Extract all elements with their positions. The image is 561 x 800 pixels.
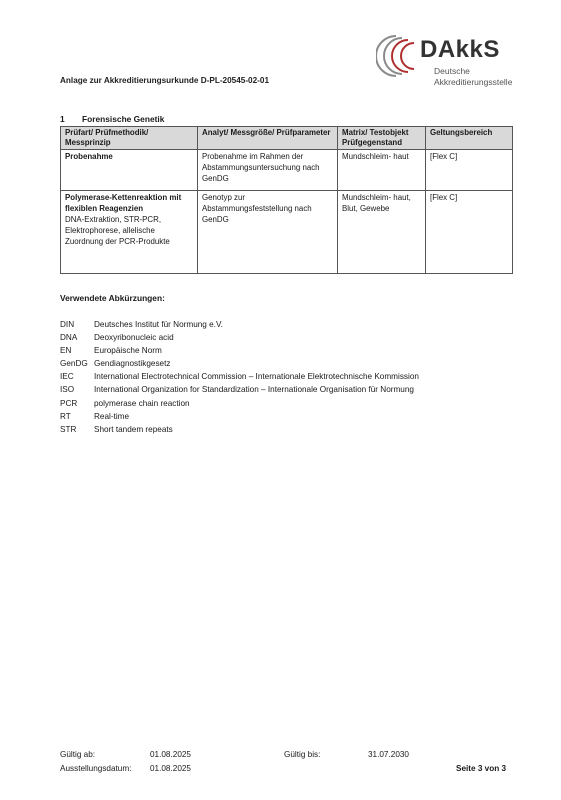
list-item: ISO International Organization for Standardization – Internationale Organisation für Normung [60,385,414,395]
cell-matrix: Mundschleim- haut, Blut, Gewebe [338,191,426,274]
list-item: GenDG Gendiagnostikgesetz [60,359,171,369]
column-header-method: Prüfart/ Prüfmethodik/ Messprinzip [61,127,198,150]
dakks-logo [376,30,546,90]
list-item: EN Europäische Norm [60,346,162,356]
column-header-matrix: Matrix/ Testobjekt Prüfgegenstand [338,127,426,150]
list-item: STR Short tandem repeats [60,424,173,434]
cell-scope: [Flex C] [426,191,513,274]
section-name: Forensische Genetik [82,114,165,124]
logo-subtitle: Deutsche Akkreditierungsstelle [434,66,513,87]
column-header-analyte: Analyt/ Messgröße/ Prüfparameter [198,127,338,150]
table-row [61,191,513,274]
abbreviations-list [60,318,419,436]
list-item: PCR polymerase chain reaction [60,398,190,408]
list-item: RT Real-time [60,411,130,421]
logo-name: DAkkS [420,36,500,63]
list-item: DIN Deutsches Institut für Normung e.V. [60,320,223,329]
document-header: Anlage zur Akkreditierungsurkunde D-PL-20545-02-01 [60,76,269,85]
cell-analyte: Probenahme im Rahmen der Abstammungsuntersuchung nach GenDG [198,150,338,191]
valid-until-date: 31.07.2030 [368,750,409,759]
valid-from-date: 01.08.2025 [150,750,191,759]
table-row [61,150,513,191]
section-number: 1 [60,114,65,124]
list-item: DNA Deoxyribonucleic acid [60,333,174,343]
page-number: Seite 3 von 3 [456,764,507,773]
issue-date: 01.08.2025 [150,764,191,773]
table-header-row [61,127,513,150]
issue-date-label: Ausstellungsdatum: [60,764,132,773]
column-header-scope: Geltungsbereich [426,127,513,150]
cell-scope: [Flex C] [426,150,513,191]
cell-method: Probenahme [61,150,198,191]
valid-until-label: Gültig bis: [284,750,321,759]
dakks-arc-icon [376,30,420,82]
accreditation-table [60,126,513,274]
cell-matrix: Mundschleim- haut [338,150,426,191]
abbreviations-title: Verwendete Abkürzungen: [60,293,165,303]
list-item: IEC International Electrotechnical Commission – Internationale Elektrotechnische Kommission [60,372,419,382]
cell-method: Polymerase-Kettenreaktion mit flexiblen Reagenzien DNA-Extraktion, STR-PCR, Elektrophorese, allelische Zuordnung der PCR-Produkte [61,191,198,274]
valid-from-label: Gültig ab: [60,750,96,759]
cell-analyte: Genotyp zur Abstammungsfeststellung nach GenDG [198,191,338,274]
section-title [60,114,164,124]
